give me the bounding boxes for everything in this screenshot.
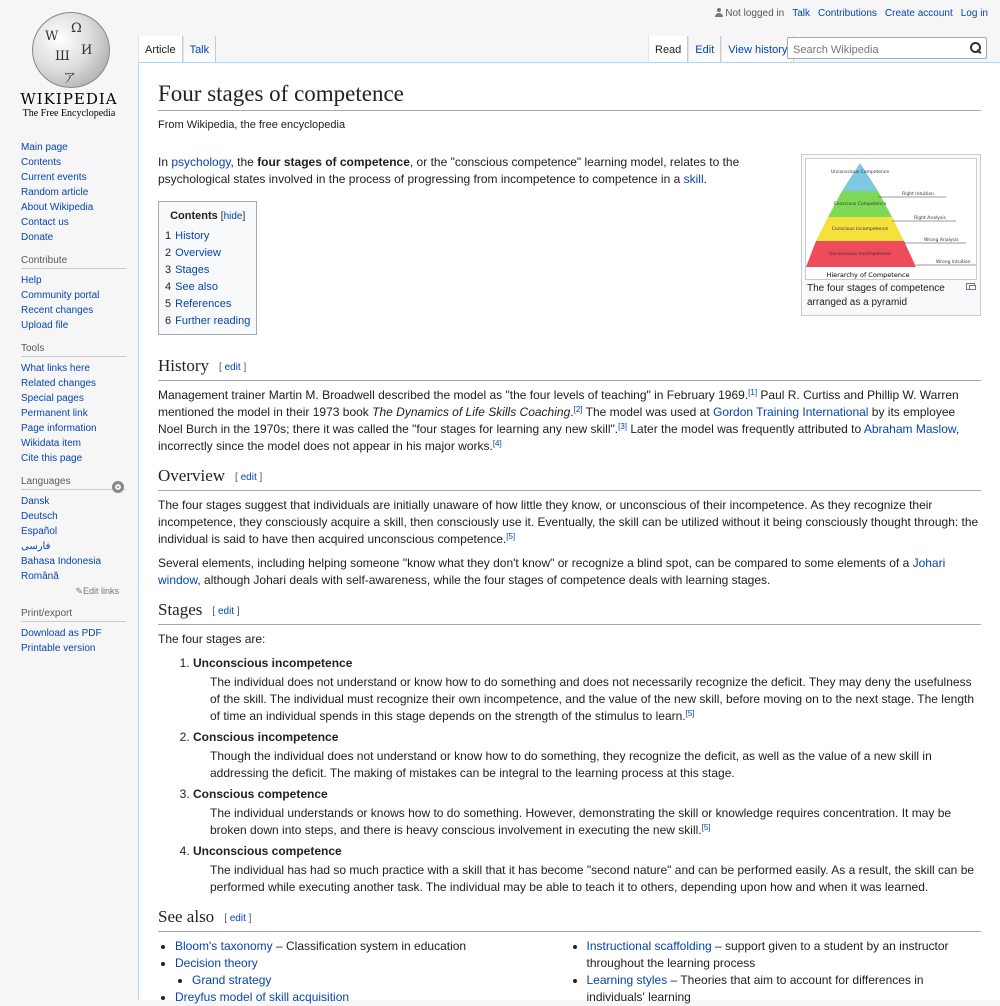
stage-definition (193, 655, 981, 725)
reference-link[interactable]: [5] (685, 709, 695, 718)
sidebar-print-item[interactable] (21, 626, 138, 641)
sidebar-nav-item[interactable] (21, 155, 138, 170)
sidebar-tools-title: Tools (21, 343, 126, 357)
overview-text: , although Johari deals with self-awareness, while the four stages of competence deals with learning stages. (197, 573, 771, 587)
toc-title-label: Contents (170, 210, 218, 222)
sidebar-nav-item[interactable] (21, 230, 138, 245)
sidebar-language-item[interactable] (21, 509, 138, 524)
sidebar-languages-title: Languages (21, 476, 126, 490)
sidebar-contribute-link[interactable]: Upload file (21, 320, 69, 331)
stage-description-text: The individual has had so much practice with a skill that it has become "second nature" and can be performed easily. As a result, the skill can be performed while executing another task. The individual may be able to teach it to others, depending upon how and when it was learned. (210, 863, 975, 894)
reference-link[interactable]: [3] (618, 422, 628, 431)
toc-link[interactable]: See also (175, 281, 218, 293)
abraham-maslow-link[interactable]: Abraham Maslow (863, 422, 956, 436)
see-also-link[interactable]: Grand strategy (192, 973, 272, 987)
sidebar-language-link[interactable]: فارسی (21, 541, 51, 552)
stage-description-text: The individual understands or knows how to do something. However, demonstrating the skill or knowledge requires concentration. It may be broken down into steps, and there is heavy conscious involvement in executing the new skill. (210, 806, 952, 837)
tab-talk-label[interactable]: Talk (189, 44, 210, 56)
tab-view-history-label[interactable]: View history (728, 44, 788, 56)
toc-item[interactable] (165, 296, 250, 313)
stage-name: 4. Unconscious competence (193, 844, 342, 858)
sidebar-nav-item[interactable] (21, 170, 138, 185)
contributions-link[interactable]: Contributions (818, 8, 877, 19)
sidebar (0, 140, 138, 666)
reference-link[interactable]: [4] (492, 439, 502, 448)
sidebar-language-item[interactable] (21, 554, 138, 569)
sidebar-print-title: Print/export (21, 608, 126, 622)
stage-description-text: The individual does not understand or know how to do something and does not necessarily recognize the deficit. They may deny the usefulness of the skill. The individual must recognize their own incompetence, and the value of the new skill, before moving on to the next stage. The length of time an individual spends in this stage depends on the strength of the stimulus to learn. (210, 675, 975, 723)
sidebar-languages (0, 476, 138, 598)
stages-heading-label: Stages (158, 600, 203, 619)
see-also-right-list (587, 938, 982, 1006)
see-also-left-list (175, 938, 570, 1006)
stage-definition (193, 843, 981, 896)
stage-definition (193, 786, 981, 839)
wikipedia-globe-icon: W Ω Ш И ア (32, 12, 110, 88)
history-text: The model was used at (582, 405, 714, 419)
not-logged-in-status (715, 8, 784, 19)
sidebar-tool-item[interactable] (21, 406, 138, 421)
sidebar-tool-link[interactable]: Wikidata item (21, 438, 82, 449)
see-also-item (175, 938, 570, 955)
tab-article[interactable] (138, 36, 183, 63)
toc-link[interactable]: History (175, 230, 210, 242)
user-icon (715, 8, 723, 17)
sidebar-navigation (0, 140, 138, 245)
pyramid-level-1-label: Unconscious Competence (830, 170, 890, 175)
toc-number: 5 (165, 298, 172, 310)
toc-hide-toggle[interactable]: [hide] (220, 211, 246, 222)
side-label-2: Right Analysis (914, 216, 946, 221)
sidebar-tool-item[interactable] (21, 376, 138, 391)
sidebar-language-item[interactable] (21, 569, 138, 584)
edit-section-link[interactable]: edit (229, 913, 246, 924)
stage-item (193, 843, 981, 896)
sidebar-nav-link[interactable]: Donate (21, 232, 54, 243)
personal-tools (715, 8, 988, 19)
toc-link[interactable]: Overview (175, 247, 221, 259)
sidebar-tools (0, 343, 138, 466)
pyramid-level-3-label: Conscious Incompetence (831, 227, 889, 232)
sidebar-tool-item[interactable] (21, 391, 138, 406)
tab-view-history[interactable] (721, 36, 794, 63)
sidebar-language-link[interactable]: Română (21, 571, 59, 582)
figure-thumbnail (801, 154, 981, 316)
sidebar-nav-link[interactable]: Current events (21, 172, 87, 183)
toc-item[interactable] (165, 228, 250, 245)
tab-read[interactable] (648, 36, 688, 63)
figure-caption (805, 280, 977, 312)
sidebar-language-link[interactable]: Deutsch (21, 511, 58, 522)
section-heading-stages (158, 599, 981, 625)
table-of-contents (158, 201, 257, 335)
toc-number: 2 (165, 247, 172, 259)
see-also-item (175, 989, 570, 1006)
see-also-description: – Classification system in education (272, 939, 467, 953)
sidebar-tool-link[interactable]: Special pages (21, 393, 84, 404)
sidebar-contribute (0, 255, 138, 333)
sidebar-tool-link[interactable]: Related changes (21, 378, 97, 389)
skill-link[interactable]: skill (683, 172, 704, 186)
toc-item[interactable] (165, 245, 250, 262)
overview-heading-label: Overview (158, 466, 226, 485)
see-also-nested-list (192, 972, 570, 989)
edit-section-history[interactable]: [ edit ] (219, 362, 247, 373)
side-label-4: Wrong Intuition (936, 260, 971, 265)
history-text: Paul R. Curtiss and Phillip W. Warren mentioned the model in their 1973 book (158, 388, 959, 419)
sidebar-nav-link[interactable]: Contact us (21, 217, 69, 228)
enlarge-icon[interactable] (966, 283, 975, 290)
edit-section-see-also[interactable]: [ edit ] (224, 913, 252, 924)
stage-item (193, 786, 981, 839)
talk-link[interactable]: Talk (792, 8, 810, 19)
side-label-1: Right Intuition (902, 192, 934, 197)
toc-link[interactable]: Stages (175, 264, 210, 276)
stages-intro: The four stages are: (158, 632, 266, 646)
edit-links-label[interactable]: Edit links (82, 586, 119, 596)
sidebar-nav-item[interactable] (21, 215, 138, 230)
edit-section-overview[interactable]: [ edit ] (235, 472, 263, 483)
search-box (787, 37, 987, 59)
sidebar-language-item[interactable] (21, 524, 138, 539)
edit-section-link[interactable]: edit (224, 362, 241, 373)
sidebar-contribute-link[interactable]: Community portal (21, 290, 100, 301)
stage-item (193, 729, 981, 782)
not-logged-in-label: Not logged in (725, 8, 785, 19)
sidebar-tool-link[interactable]: Page information (21, 423, 97, 434)
competence-pyramid-image[interactable] (805, 158, 977, 280)
toc-title (165, 208, 250, 225)
stage-description (210, 862, 981, 896)
sidebar-print-item[interactable] (21, 641, 138, 656)
see-also-link[interactable]: Decision theory (175, 956, 258, 970)
site-subtitle: From Wikipedia, the free encyclopedia (158, 119, 346, 131)
stage-name: 2. Conscious incompetence (193, 730, 339, 744)
pyramid-level-2-label: Conscious Competence (833, 202, 887, 207)
edit-section-link[interactable]: edit (240, 472, 257, 483)
gear-icon[interactable] (112, 481, 124, 493)
see-also-item (587, 938, 982, 972)
log-in-link[interactable]: Log in (960, 8, 988, 19)
toc-number: 6 (165, 315, 172, 327)
wikipedia-wordmark: WIKIPEDIA (20, 90, 118, 108)
history-heading-label: History (158, 356, 209, 375)
sidebar-nav-item[interactable] (21, 140, 138, 155)
see-also-link[interactable]: Learning styles (586, 973, 668, 987)
see-also-link[interactable]: Instructional scaffolding (586, 939, 712, 953)
sidebar-contribute-link[interactable]: Recent changes (21, 305, 94, 316)
page-title: Four stages of competence (158, 80, 981, 111)
see-also-link[interactable]: Dreyfus model of skill acquisition (175, 990, 350, 1004)
overview-text: The four stages suggest that individuals are initially unaware of how little they know, or unconscious of their incompetence. As they recognize their incompetence, they consciously acquire a skill, then consciously use it. Eventually, the skill can be utilized without it being consciously thought through: the individual is said to have then acquired unconscious competence. (158, 498, 979, 546)
history-paragraph (158, 387, 981, 455)
sidebar-nav-item[interactable] (21, 185, 138, 200)
toc-item[interactable] (165, 279, 250, 296)
view-tabs (648, 36, 794, 63)
sidebar-tool-link[interactable]: Cite this page (21, 453, 83, 464)
history-text: Later the model was frequently attributed to (627, 422, 864, 436)
sidebar-nav-link[interactable]: About Wikipedia (21, 202, 94, 213)
intro-bold-term: four stages of competence (257, 155, 410, 169)
edit-section-stages[interactable]: [ edit ] (212, 606, 240, 617)
reference-link[interactable]: [1] (748, 388, 758, 397)
toc-number: 1 (165, 230, 172, 242)
intro-text: In (158, 155, 172, 169)
johari-window-link[interactable]: Johari window (158, 556, 946, 587)
stage-name: 3. Conscious competence (193, 787, 328, 801)
sidebar-language-link[interactable]: Bahasa Indonesia (21, 556, 102, 567)
see-also-link[interactable]: Bloom's taxonomy (175, 939, 273, 953)
side-label-3: Wrong Analysis (924, 238, 959, 243)
search-icon[interactable] (970, 42, 981, 53)
gordon-training-link[interactable]: Gordon Training International (713, 405, 869, 419)
image-title: Hierarchy of Competence (826, 271, 910, 279)
psychology-link[interactable]: psychology (171, 155, 231, 169)
sidebar-tool-link[interactable]: Permanent link (21, 408, 88, 419)
intro-text: . (703, 172, 707, 186)
edit-section-link[interactable]: edit (217, 606, 235, 617)
sidebar-tool-link[interactable]: What links here (21, 363, 90, 374)
see-also-item (175, 955, 570, 989)
reference (702, 823, 711, 832)
stage-name: 1. Unconscious incompetence (193, 656, 353, 670)
section-heading-history (158, 355, 981, 381)
reference-link[interactable]: [5] (506, 532, 516, 541)
see-also-item (192, 972, 570, 989)
history-text: . (570, 405, 574, 419)
sidebar-contribute-item[interactable] (21, 318, 138, 333)
intro-text: , or the "conscious competence" learning model, relates to the psychological states involved in the process of progressing from incompetence to competence in a (158, 155, 740, 186)
toc-number: 4 (165, 281, 172, 293)
history-text: by its employee Noel Burch in the 1970s; there it was called the "four stages for learning any new skill". (158, 405, 956, 436)
sidebar-contribute-title: Contribute (21, 255, 126, 269)
pyramid-level-1-shape (842, 163, 878, 191)
sidebar-print-link[interactable]: Download as PDF (21, 628, 102, 639)
edit-links[interactable] (21, 584, 119, 598)
reference-link[interactable]: [5] (701, 823, 711, 832)
search-input[interactable] (788, 40, 966, 60)
stages-list (193, 655, 981, 896)
namespace-tabs (138, 36, 216, 63)
see-also-item (587, 972, 982, 1006)
see-also-description: – Theories that aim to account for differences in individuals' learning (586, 973, 924, 1004)
sidebar-nav-link[interactable]: Main page (21, 142, 68, 153)
sidebar-language-link[interactable]: Español (21, 526, 58, 537)
stage-item (193, 655, 981, 725)
sidebar-tool-item[interactable] (21, 436, 138, 451)
stage-description (210, 674, 981, 725)
section-heading-overview (158, 465, 981, 491)
sidebar-language-link[interactable]: Dansk (21, 496, 50, 507)
sidebar-print (0, 608, 138, 656)
intro-text: , the (230, 155, 258, 169)
tab-article-label[interactable]: Article (145, 44, 176, 56)
sidebar-tool-item[interactable] (21, 451, 138, 466)
sidebar-tool-item[interactable] (21, 361, 138, 376)
toc-number: 3 (165, 264, 172, 276)
main-content (138, 62, 1000, 1004)
toc-link[interactable]: Further reading (175, 315, 251, 327)
book-title: The Dynamics of Life Skills Coaching (372, 405, 571, 419)
history-text: , incorrectly since the model does not appear in his major works. (158, 422, 960, 453)
tab-edit[interactable] (688, 36, 721, 63)
history-text: Management trainer Martin M. Broadwell described the model as "the four levels of teaching" in February 1969. (158, 388, 749, 402)
toc-item[interactable] (165, 262, 250, 279)
sidebar-print-link[interactable]: Printable version (21, 643, 96, 654)
sidebar-contribute-link[interactable]: Help (21, 275, 42, 286)
wikipedia-tagline: The Free Encyclopedia (22, 108, 116, 119)
stage-description-text: Though the individual does not understand or know how to do something, they recognize the deficit, as well as the value of a new skill in addressing the deficit. The making of mistakes can be integral to the learning process at this stage. (210, 749, 932, 780)
figure-caption-text: The four stages of competence arranged as a pyramid (807, 283, 945, 308)
sidebar-tool-item[interactable] (21, 421, 138, 436)
toc-link[interactable]: References (175, 298, 232, 310)
reference (686, 709, 695, 718)
sidebar-contribute-item[interactable] (21, 273, 138, 288)
stage-description (210, 805, 981, 839)
see-also-columns (158, 938, 981, 1006)
overview-paragraph-1 (158, 497, 981, 548)
stage-definition (193, 729, 981, 782)
overview-paragraph-2 (158, 555, 981, 589)
pencil-icon: ✎ (75, 586, 83, 596)
see-also-heading-label: See also (158, 907, 215, 926)
sidebar-language-item[interactable] (21, 494, 138, 509)
sidebar-contribute-item[interactable] (21, 288, 138, 303)
see-also-description: – support given to a student by an instructor throughout the learning process (586, 939, 949, 970)
sidebar-nav-link[interactable]: Random article (21, 187, 89, 198)
toc-hide-link[interactable]: hide (223, 211, 243, 222)
stage-description (210, 748, 981, 782)
wikipedia-logo[interactable] (0, 0, 138, 130)
sidebar-nav-link[interactable]: Contents (21, 157, 62, 168)
pyramid-level-4-label: Unconscious Incompetence (829, 252, 891, 257)
toc-item[interactable] (165, 313, 250, 330)
sidebar-language-item[interactable] (21, 539, 138, 554)
tab-talk[interactable] (183, 36, 217, 63)
sidebar-contribute-item[interactable] (21, 303, 138, 318)
create-account-link[interactable]: Create account (884, 8, 953, 19)
overview-text: Several elements, including helping someone "know what they don't know" or recognize a blind spot, can be compared to some elements of a (158, 556, 913, 570)
tab-read-label[interactable]: Read (655, 44, 682, 56)
reference-link[interactable]: [2] (573, 405, 583, 414)
tab-edit-label[interactable]: Edit (695, 44, 715, 56)
sidebar-nav-item[interactable] (21, 200, 138, 215)
section-heading-see-also (158, 906, 981, 932)
